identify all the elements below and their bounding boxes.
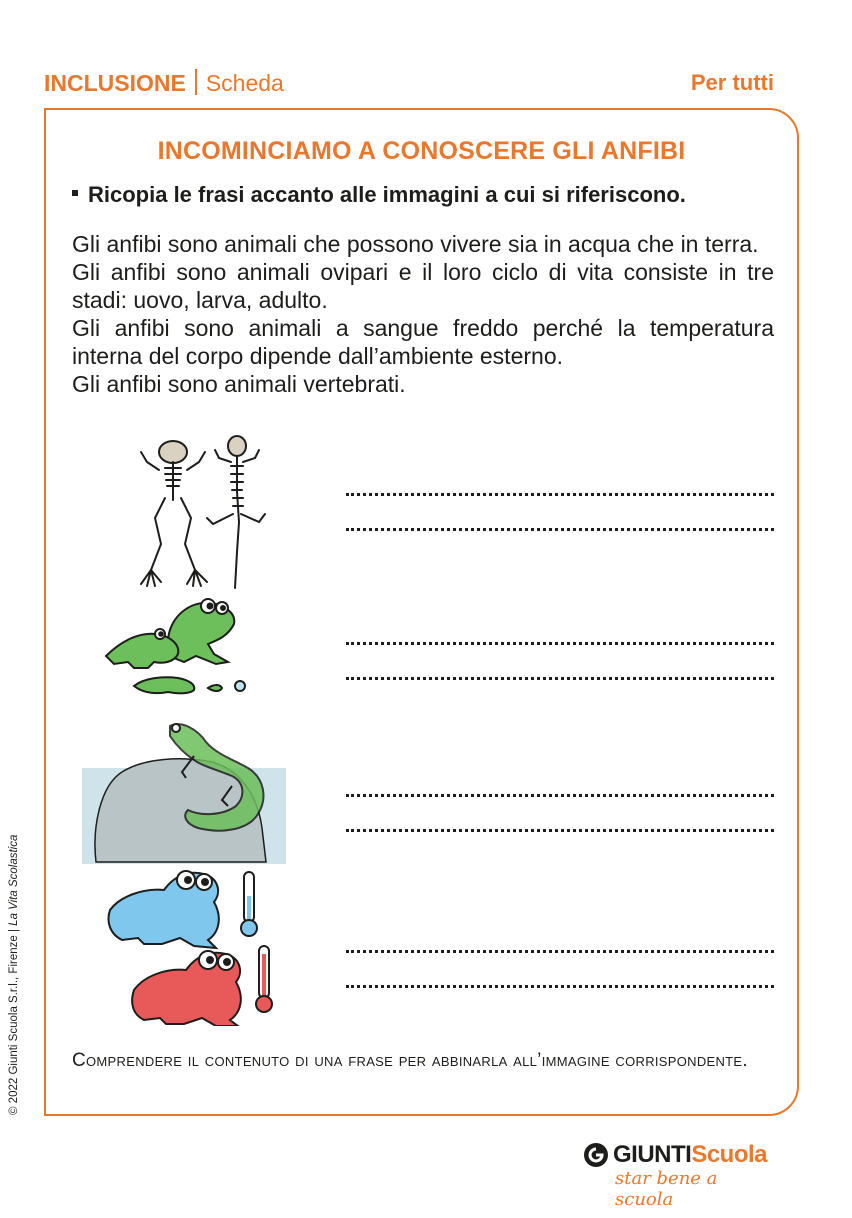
bullet-icon — [72, 190, 78, 196]
brand-name — [613, 1141, 767, 1169]
header-section — [44, 69, 284, 97]
writing-line[interactable] — [346, 493, 774, 496]
worksheet-title: INCOMINCIAMO A CONOSCERE GLI ANFIBI — [157, 137, 686, 165]
instruction-text: Ricopia le frasi accanto alle immagini a cui si riferiscono. — [88, 182, 686, 207]
page-header — [44, 66, 774, 100]
sentence: Gli anfibi sono animali vertebrati. — [72, 371, 406, 397]
skeletons-illustration — [135, 432, 275, 590]
header-section-type: Scheda — [205, 70, 284, 96]
publisher-logo — [583, 1138, 778, 1210]
brand-name-orange: Scuola — [691, 1141, 768, 1168]
sentence: Gli anfibi sono animali ovipari e il loro ciclo di vita consiste in tre stadi: uovo, larva, adulto. — [72, 259, 774, 313]
header-section-name: INCLUSIONE — [44, 70, 186, 96]
sentence: Gli anfibi sono animali che possono vivere sia in acqua che in terra. — [72, 231, 759, 257]
learning-objective: Comprendere il contenuto di una frase per abbinarla all’immagine corrispondente. — [72, 1050, 748, 1071]
writing-line[interactable] — [346, 642, 774, 645]
writing-line[interactable] — [346, 677, 774, 680]
copyright-text: © 2022 Giunti Scuola S.r.l., Firenze | — [8, 925, 20, 1115]
newt-rock-illustration — [82, 716, 286, 864]
sentences-block — [72, 230, 774, 398]
header-divider — [195, 69, 197, 95]
writing-line[interactable] — [346, 794, 774, 797]
life-cycle-illustration — [98, 592, 258, 704]
writing-line[interactable] — [346, 829, 774, 832]
brand-name-black: GIUNTI — [613, 1141, 692, 1168]
thermometer-frogs-illustration — [104, 866, 280, 1026]
magazine-name: La Vita Scolastica — [8, 834, 20, 926]
brand-tagline: star bene a scuola — [615, 1168, 718, 1210]
instruction — [72, 182, 686, 208]
giunti-logo-icon — [583, 1142, 609, 1168]
writing-line[interactable] — [346, 950, 774, 953]
sentence: Gli anfibi sono animali a sangue freddo perché la temperatura interna del corpo dipende dall’ambiente esterno. — [72, 315, 774, 369]
writing-line[interactable] — [346, 528, 774, 531]
header-audience: Per tutti — [690, 70, 774, 95]
copyright — [8, 835, 20, 1115]
writing-line[interactable] — [346, 985, 774, 988]
